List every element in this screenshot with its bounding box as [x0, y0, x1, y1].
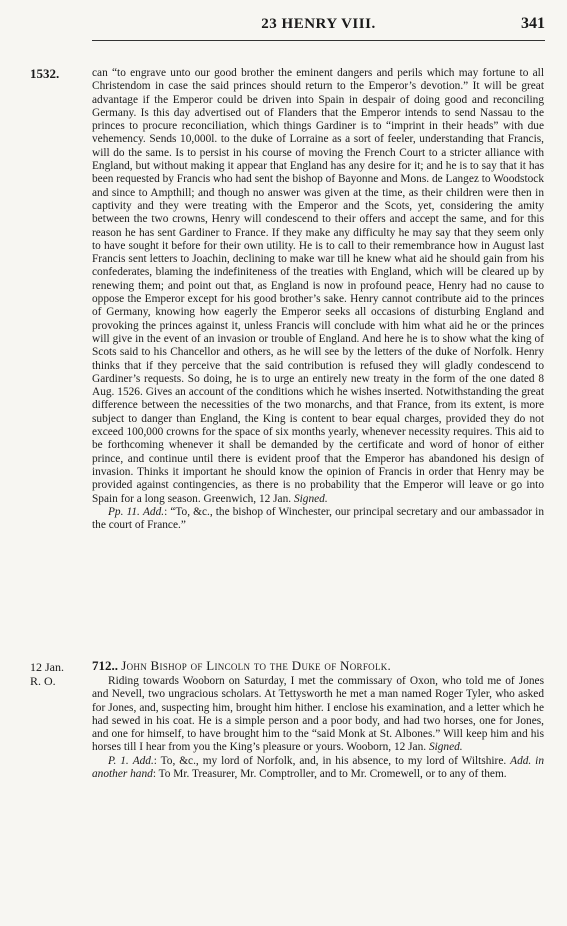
entry-body [92, 675, 544, 781]
page-count: Pp. 11. [108, 505, 140, 518]
signed-note: Signed. [293, 492, 328, 505]
entry-date: 12 Jan. [30, 660, 64, 674]
entry-address-text: : To, &c., my lord of Norfolk, and, in his absence, to my lord of Wiltshire. [153, 754, 507, 767]
entry-page-count: P. 1. [108, 754, 129, 767]
entry-number: 712.. [92, 658, 118, 673]
entry-source: R. O. [30, 674, 56, 688]
margin-year: 1532. [30, 66, 60, 81]
letter-body [92, 67, 544, 532]
entry-signed: Signed. [428, 741, 463, 754]
entry-address2-label: Add. in another hand [92, 754, 544, 781]
entry-heading [92, 658, 544, 674]
address-label: Add. [143, 505, 165, 518]
entry-title: John Bishop of Lincoln to the Duke of Norfolk. [121, 658, 392, 673]
entry-address2-text: : To Mr. Treasurer, Mr. Comptroller, and to Mr. Cromewell, or to any of them. [152, 768, 507, 781]
page-title: 23 HENRY VIII. [261, 16, 376, 32]
letter-text: can “to engrave unto our good brother the eminent dangers and perils which may fortune to all Christendom in case the said princes should return to the Emperor’s devotion.” It will be great advantage if the Emperor could be driven into Spain in despair of doing good and reconciling Germany. Is this day advertised out of Flanders that the Emperor intends to send Nassau to the princes to procure reconciliation, which things Gardiner is to “imprint in their heads” with due vehemency. Sends 10,000l. to the duke of Lorraine as a sort of feeler, understanding that Francis, will do the same. Is to persist in his course of moving the French Court to a stricter alliance with England, but without making it appear that England has any desire for it; and he is to say that it has been requested by Francis who had sent the bishop of Bayonne and Mons. de Langez to Woodstock and since to Ampthill; and though no answer was given at the time, as their children were then in captivity and they were treating with the Emperor and the Scots, yet, considering the amity between the two crowns, Henry will condescend to their offers and accept the same, and for this reason he has sent Gardiner to France. If they make any difficulty he may say that they seem only to have sought it before for their own utility. He is to call to their remembrance how in August last Francis sent letters to Joachin, declining to make war till he knew what aid he should gain from his confederates, blaming the indefiniteness of the treaties with England, which will be cleared up by renewing them; and point out that, as England is now in profound peace, Henry had no cause to oppose the Emperor except for his good brother’s sake. Henry cannot contribute aid to the princes of Germany, knowing how eagerly the Emperor seeks all occasions of disturbing England and provoking the princes against it, unless Francis will conclude with him what aid he or the princes will give in the event of an invasion or trouble of England. And here he is to show what the king of Scots said to his Chancellor and others, as he will see by the letters of the duke of Norfolk. Henry thinks that if they perceive that the said contribution is refused they will gladly condescend to Gardiner’s requests. So doing, he is to urge an entirely new treaty in the form of the one dated 8 Aug. 1526. Gives an account of the conditions which he wishes inserted. Notwithstanding the great difference between the necessities of the two monarchs, and that France, from its extent, is more subject to danger than England, the King is content to bear equal charges, provided they do not exceed 100,000 crowns for the space of six months yearly, whenever necessity requires. This aid to be forthcoming whenever it shall be demanded by the certificate and word of honor of either prince, and continue until there is evident proof that the Emperor has abandoned his design of invasion. Thinks it important he should know the opinion of Francis in order that Henry may be provided against contingencies, as there is no probability that the Emperor will leave or go into Spain for a long season. Greenwich, 12 Jan. [92, 67, 544, 505]
entry-margin [30, 660, 64, 688]
address-text: : “To, &c., the bishop of Winchester, our principal secretary and our ambassador in the court of France.” [92, 505, 544, 532]
entry-text: Riding towards Wooborn on Saturday, I met the commissary of Oxon, who told me of Jones and Nevell, two ungracious scholars. At Tettysworth he met a man named Roger Tyler, who asked for Jones, and, suspecting him, brought him hither. I enclose his examination, and a letter which he had sewed in his coat. He is a simple person and a poor body, and had two horses, one for Jones, and one for himself, to have brought him to the “said Monk at St. Albones.” Will keep him and his horses till I hear from you the King’s pleasure or yours. Wooborn, 12 Jan. [92, 675, 544, 754]
entry-address-label: Add. [132, 754, 154, 767]
running-header [92, 14, 545, 41]
page-number: 341 [521, 15, 545, 32]
